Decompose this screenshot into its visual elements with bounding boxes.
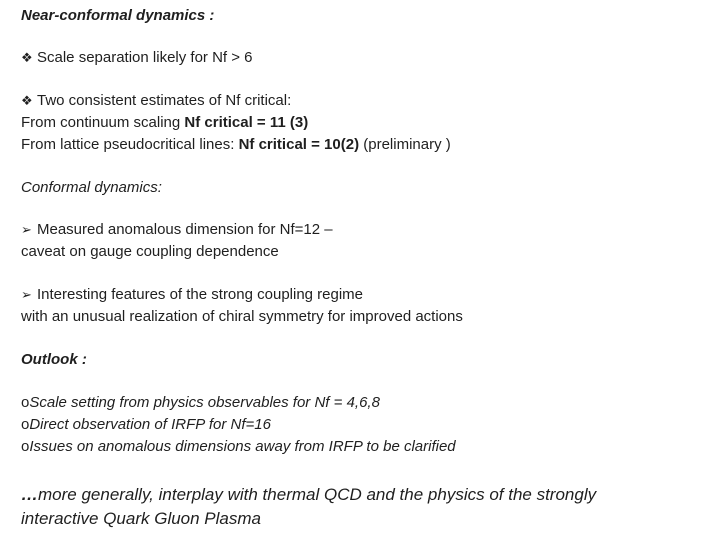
strong-coupling-text: Interesting features of the strong coupling regime [37, 286, 364, 303]
lattice-estimate-line: From lattice pseudocritical lines: Nf critical = 10(2) (preliminary ) [21, 136, 451, 153]
arrow-bullet-icon: ➢ [21, 287, 32, 302]
diamond-bullet-icon: ❖ [21, 93, 33, 108]
diamond-bullet-icon: ❖ [21, 50, 33, 65]
closing-remark-line2: interactive Quark Gluon Plasma [21, 509, 261, 528]
list-item: oIssues on anomalous dimensions away from IRFP to be clarified [21, 438, 456, 455]
ellipsis: … [21, 485, 38, 504]
lattice-estimate-value: Nf critical = 10(2) [238, 136, 360, 153]
continuum-estimate-line: From continuum scaling Nf critical = 11 (3) [21, 114, 309, 131]
conformal-heading: Conformal dynamics: [21, 179, 162, 196]
list-item: oScale setting from physics observables for Nf = 4,6,8 [21, 394, 380, 411]
closing-remark [21, 483, 596, 531]
scale-separation-text: Scale separation likely for Nf > 6 [37, 49, 253, 66]
outlook-heading: Outlook : [21, 351, 87, 368]
anomalous-dimension-text: Measured anomalous dimension for Nf=12 – [37, 221, 333, 238]
caveat-text: caveat on gauge coupling dependence [21, 243, 279, 260]
circle-bullet-icon: o [21, 438, 30, 455]
list-item [21, 90, 451, 156]
outlook-list [21, 392, 456, 458]
circle-bullet-icon: o [21, 394, 30, 411]
list-item: oDirect observation of IRFP for Nf=16 [21, 416, 271, 433]
closing-remark-line1: more generally, interplay with thermal QCD and the physics of the strongly [38, 485, 597, 504]
list-item [21, 219, 333, 263]
continuum-estimate-value: Nf critical = 11 (3) [184, 114, 309, 131]
chiral-symmetry-text: with an unusual realization of chiral symmetry for improved actions [21, 308, 463, 325]
arrow-bullet-icon: ➢ [21, 222, 32, 237]
estimates-text: Two consistent estimates of Nf critical: [37, 92, 292, 109]
circle-bullet-icon: o [21, 416, 30, 433]
near-conformal-heading: Near-conformal dynamics : [21, 7, 215, 24]
list-item [21, 284, 463, 328]
list-item [21, 47, 253, 69]
